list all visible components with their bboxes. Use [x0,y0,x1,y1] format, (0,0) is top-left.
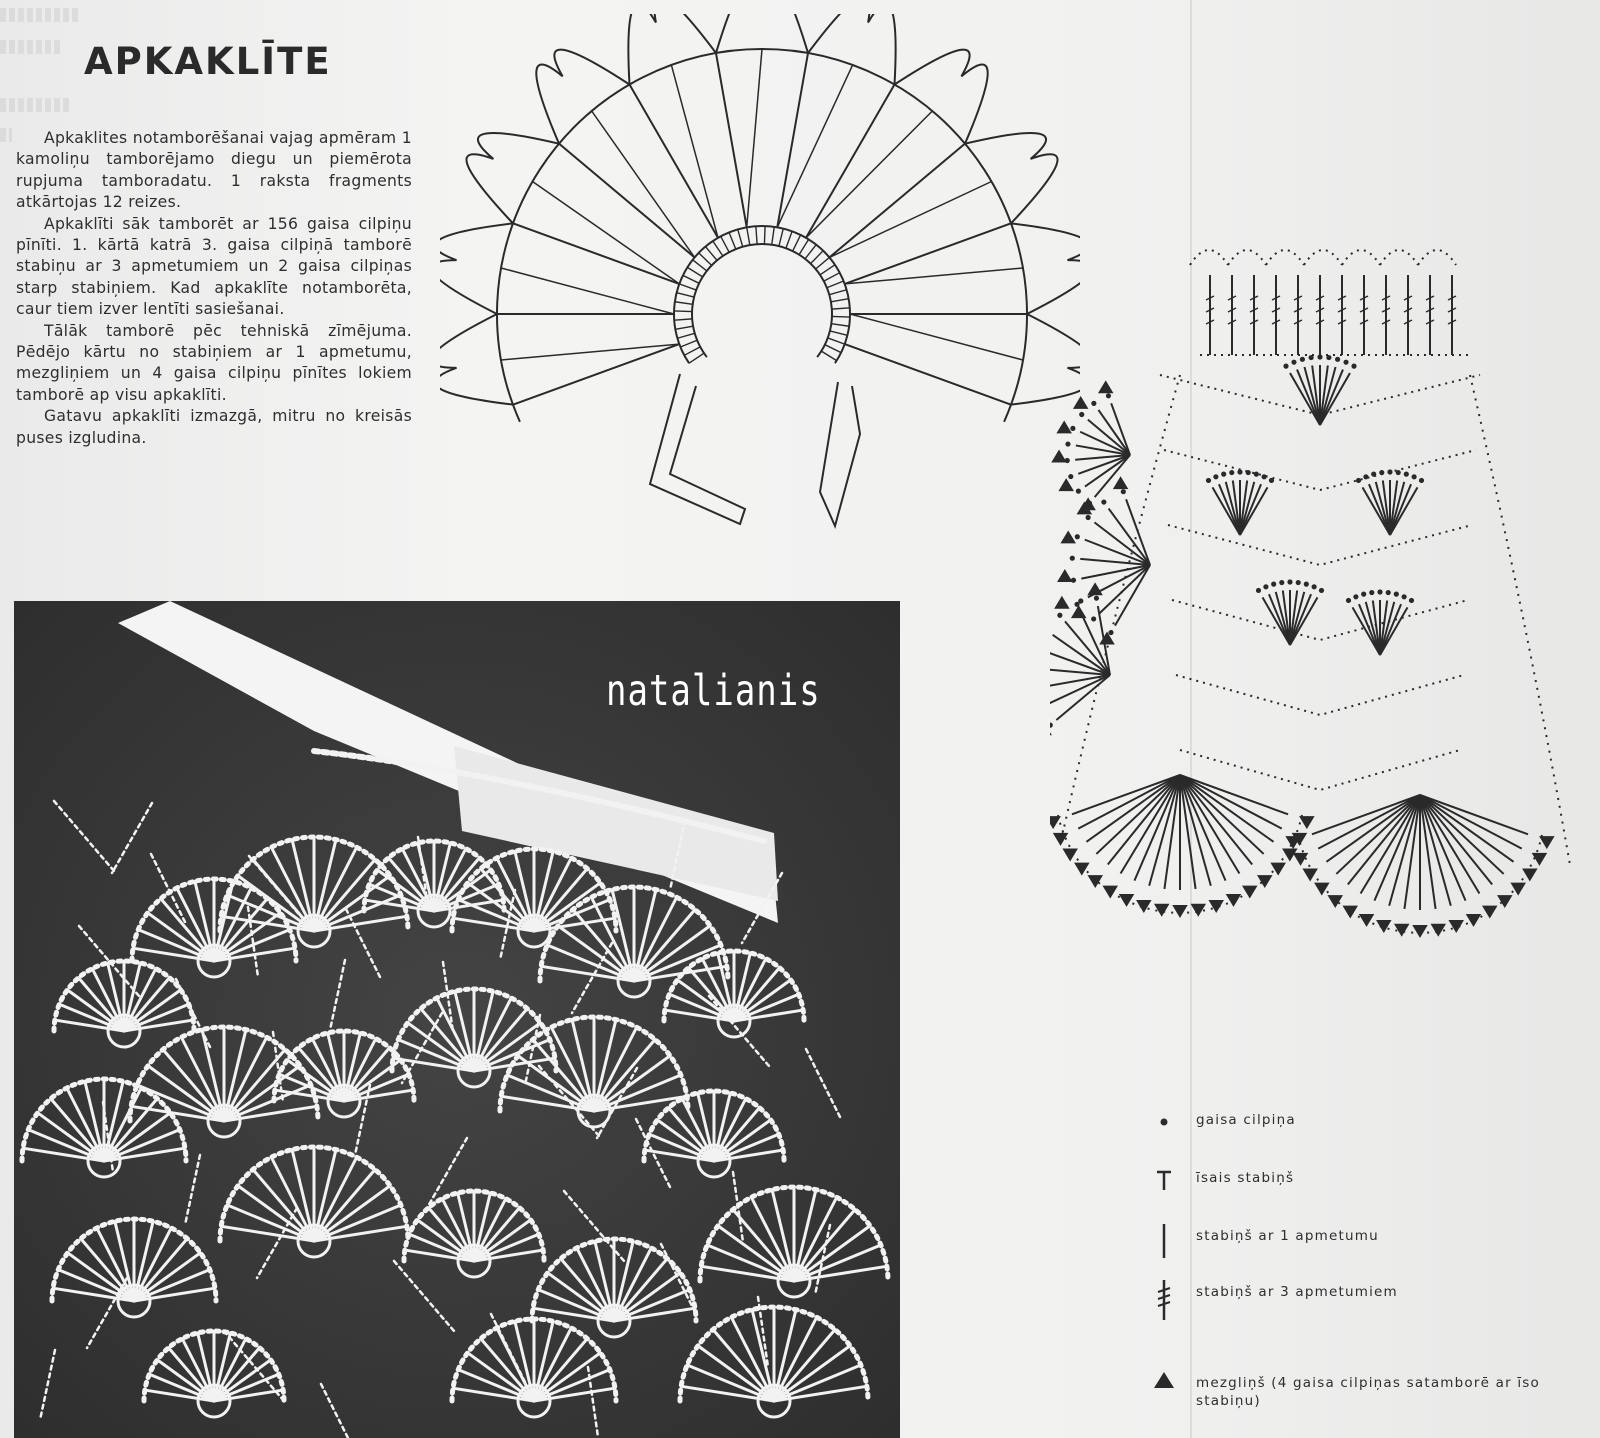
chain-dot [1395,593,1398,596]
chain-arch [1418,250,1456,265]
chain-dot [1087,516,1090,519]
bleed-through-text [0,98,70,112]
bottom-fan-stitch [1420,795,1451,906]
picot [1056,598,1068,608]
picot [1055,834,1067,844]
chain-dot [1310,356,1313,359]
chain-lattice [1168,525,1472,565]
legend-row [1150,1108,1590,1148]
scallop [808,14,896,85]
bottom-fan-stitch [1180,775,1264,854]
legend-label: gaisa cilpiņa [1196,1112,1296,1128]
fan-stitch [1320,367,1336,425]
chain-dot [1336,358,1339,361]
neckband-tick [677,333,694,338]
chain-dot [1238,470,1241,473]
neckband-tick [713,241,723,256]
chain-dot [1403,595,1406,598]
chain-dot [1344,361,1347,364]
chain-dot [1069,475,1072,478]
side-fan-stitch [1081,565,1150,579]
radial-line [513,344,679,405]
neckband-tick [832,316,850,317]
paragraph-chart: Tālāk tamborē pēc tehniskā zīmējuma. Pēdējo kārtu no stabiņiem ar 1 apmetumu, mezgliņiem un 4 gaisa cilpiņu pīnītes lokiem tamborē ap visu apkaklīti. [16,321,412,404]
legend-label: stabiņš ar 1 apmetumu [1196,1228,1379,1244]
neckband-tick [779,229,783,246]
right-tie [820,382,860,526]
neckband-tick [824,273,840,281]
bleed-through-text [0,40,60,54]
neckband-tick [764,226,765,244]
neckband-inner [692,244,832,357]
chain-dot [1288,580,1291,583]
neckband-tick [832,308,850,309]
neckband-tick [799,239,809,254]
diagonal-line [747,49,762,227]
diagonal-line [501,344,679,360]
single-crochet-icon [1150,1166,1178,1206]
chain-dot [1347,599,1350,602]
neckband-tick [674,319,692,320]
legend-row [1150,1280,1590,1320]
scallop [536,50,629,144]
neckband-tick [825,345,841,353]
chain-dot [1050,724,1052,727]
lace-collar-image [14,601,900,1438]
neckband-tick [793,235,801,251]
neckband-tick [830,331,847,335]
fan-stitch [1240,482,1254,535]
chain-dot [1058,614,1061,617]
scallop [965,133,1058,223]
chain-lattice [1164,450,1476,490]
chain-dot [1222,473,1225,476]
chain-dot [1354,595,1357,598]
chain-dot [1410,599,1413,602]
chain-dot [1075,603,1078,606]
fan-stitch [1376,482,1390,535]
paragraph-materials: Apkaklites notamborēšanai vajag apmēram 1 kamoliņu tamborējamo diegu un piemērota rupjuma tamboradatu. 1 raksta fragments atkārtojas 12 reizes. [16,129,412,212]
scallop [895,50,988,144]
paragraph-start: Apkaklīti sāk tamborēt ar 156 gaisa cilpiņu pīnīti. 1. kārtā katrā 3. gaisa cilpiņā tamborē stabiņu ar 3 apmetumiem un 2 gaisa cilpiņas starp stabiņiem. Kad apkaklīte notamborēta, caur tiem izver lentīti sasiešanai. [16,214,412,319]
legend-label: stabiņš ar 3 apmetumiem [1196,1284,1398,1300]
chain-arch [1380,250,1418,265]
bottom-fan-stitch [1336,795,1420,874]
chain-dot [1280,581,1283,584]
chain-arch [1304,250,1342,265]
bottom-fan-stitch [1420,795,1504,874]
neckband-tick [821,351,836,361]
chain-dot [1301,358,1304,361]
chain-dot [1122,490,1125,493]
picot [1059,571,1071,581]
neckband-tick [689,353,704,363]
neckband-tick [675,302,693,305]
neckband-tick [756,226,757,244]
neckband-tick [828,338,845,344]
radial-line [513,223,679,284]
chain-dot [1102,500,1105,503]
chain-dot [1079,599,1082,602]
legend-row [1150,1166,1590,1206]
scallop [716,14,808,53]
neckband-outer [674,226,850,363]
neckband-tick [747,227,750,245]
neckband-tick [831,299,849,302]
chain-dot [1327,356,1330,359]
picot [1295,854,1307,864]
picot [1259,876,1271,886]
legend-row [1150,1370,1590,1416]
picot [1192,905,1204,915]
diagonal-line [533,182,680,284]
chain-dot [1297,581,1300,584]
chain-dot [1378,590,1381,593]
picot [1329,896,1341,906]
bottom-fan-stitch [1149,775,1180,886]
radial-line [777,53,808,227]
bottom-fan-stitch [1180,775,1211,886]
chain-arch [1190,250,1228,265]
fan-stitch [1226,482,1240,535]
neckband-tick [699,253,712,266]
chain-dot [1387,591,1390,594]
chain-dot [1413,475,1416,478]
chain-dot [1214,475,1217,478]
picot [1050,817,1059,827]
fan-stitch [1304,367,1320,425]
picot [1533,854,1545,864]
picot [1541,837,1553,847]
neckband-tick [674,311,692,312]
bottom-fan-stitch [1389,795,1420,906]
neckband-tick [677,293,694,297]
legend-label: mezgliņš (4 gaisa cilpiņas satamborē ar īso stabiņu) [1196,1375,1540,1409]
chain-dot [1313,585,1316,588]
fan-stitch [1390,482,1404,535]
chain-dot [1284,365,1287,368]
diagonal-line [850,314,1023,360]
neckband-tick [693,260,707,271]
chain-dot [1076,535,1079,538]
chain-dot [1405,473,1408,476]
neckband-tick [831,324,849,327]
neckband-tick [705,247,717,261]
chain-dot [1270,479,1273,482]
picot [1058,422,1070,432]
double-crochet-icon [1150,1224,1178,1264]
neckband-tick [786,231,792,248]
neckband-tick [811,251,824,264]
legend-label: īsais stabiņš [1196,1170,1295,1186]
chain-dot [1264,585,1267,588]
chain-dot [1071,427,1074,430]
picot [1316,884,1328,894]
chain-dot [1080,413,1083,416]
fan-stitch [1320,373,1350,425]
picot [1100,382,1112,392]
picot [1301,817,1313,827]
fan-stitch [1290,373,1320,425]
chain-arch [1342,250,1380,265]
neckband-tick [827,281,844,288]
fan-stitch [1366,602,1380,655]
picot-icon [1150,1370,1178,1410]
neckband-tick [675,326,693,329]
radial-line [716,53,747,227]
paragraph-finishing: Gatavu apkaklīti izmazgā, mitru no kreisās puses izgludina. [16,407,412,447]
picot [1076,864,1088,874]
neckband-tick [829,290,846,295]
chain-dot [1420,479,1423,482]
fan-stitch [1276,592,1290,645]
picot [1060,480,1072,490]
neckband-tick [772,227,775,245]
side-fan-stitch [1056,675,1110,720]
radial-line [845,344,1011,405]
picot [1304,870,1316,880]
chain-dot [1362,593,1365,596]
chain-lattice [1172,600,1468,640]
watermark-text: natalianis [606,666,821,716]
neckband-tick [683,275,699,283]
left-tie [650,374,745,524]
neckband-tick [679,284,696,290]
chain-dot [1088,502,1091,505]
neckband-tick [805,245,816,259]
chain-dot [1305,583,1308,586]
chain-dot [1364,475,1367,478]
chain-dot [1092,617,1095,620]
scallop [466,133,559,223]
right-edge [1470,375,1570,865]
chain-dot [1071,557,1074,560]
chain-dot [1292,361,1295,364]
chain-dot [1352,365,1355,368]
chain-dot [1318,355,1321,358]
chain-dot [1207,479,1210,482]
neckband-tick [820,265,835,275]
scallop [628,14,716,85]
diagonal-line [501,268,674,314]
chain-dot [1066,442,1069,445]
picot [1432,925,1444,935]
collar-outline-diagram [440,14,1080,554]
neckband-tick [687,267,702,277]
diagonal-line [671,65,718,238]
fan-stitch [1290,592,1304,645]
side-fan-stitch [1099,565,1150,613]
chain-dot [1272,583,1275,586]
outer-arc [497,49,1027,422]
picot [1174,906,1186,916]
chain-dot [1255,473,1258,476]
picot [1075,398,1087,408]
neckband-tick [738,229,743,246]
chain-dot [1072,579,1075,582]
chain-dot [1077,490,1080,493]
chain-arch [1228,250,1266,265]
neckband-tick [729,232,736,249]
neckband-tick [816,257,830,269]
picot [1414,926,1426,936]
picot [1524,870,1536,880]
chain-dot [1257,589,1260,592]
picot [1053,451,1065,461]
side-fan-stitch [1050,675,1110,687]
chain-dot [1263,475,1266,478]
neckband-tick [684,347,700,355]
chain-dot-icon [1150,1108,1178,1148]
chain-lattice [1176,675,1464,715]
fan-stitch [1380,602,1394,655]
chain-arch [1266,250,1304,265]
bleed-through-text [0,8,80,22]
picot [1062,532,1074,542]
chain-dot [1095,597,1098,600]
picot [1064,850,1076,860]
picot [1115,478,1127,488]
bottom-fan-stitch [1096,775,1180,854]
diagonal-line [845,268,1023,284]
chain-dot [1397,471,1400,474]
picot [1089,876,1101,886]
chain-dot [1370,591,1373,594]
neckband-tick [680,340,697,347]
radial-line [845,223,1011,284]
article-body [16,128,412,449]
article-title: APKAKLĪTE [84,40,332,83]
picot [1089,584,1101,594]
chain-dot [1092,402,1095,405]
chain-dot [1357,479,1360,482]
bleed-through-text [0,128,12,142]
triple-treble-icon [1150,1280,1178,1320]
neckband-tick [721,236,729,252]
collar-photo [14,601,900,1438]
crochet-chart [1050,205,1590,955]
chain-dot [1230,471,1233,474]
diagonal-line [829,182,991,258]
picot [1499,896,1511,906]
chain-dot [1107,394,1110,397]
chain-lattice [1180,750,1460,790]
legend-row [1150,1224,1590,1264]
chain-dot [1320,589,1323,592]
